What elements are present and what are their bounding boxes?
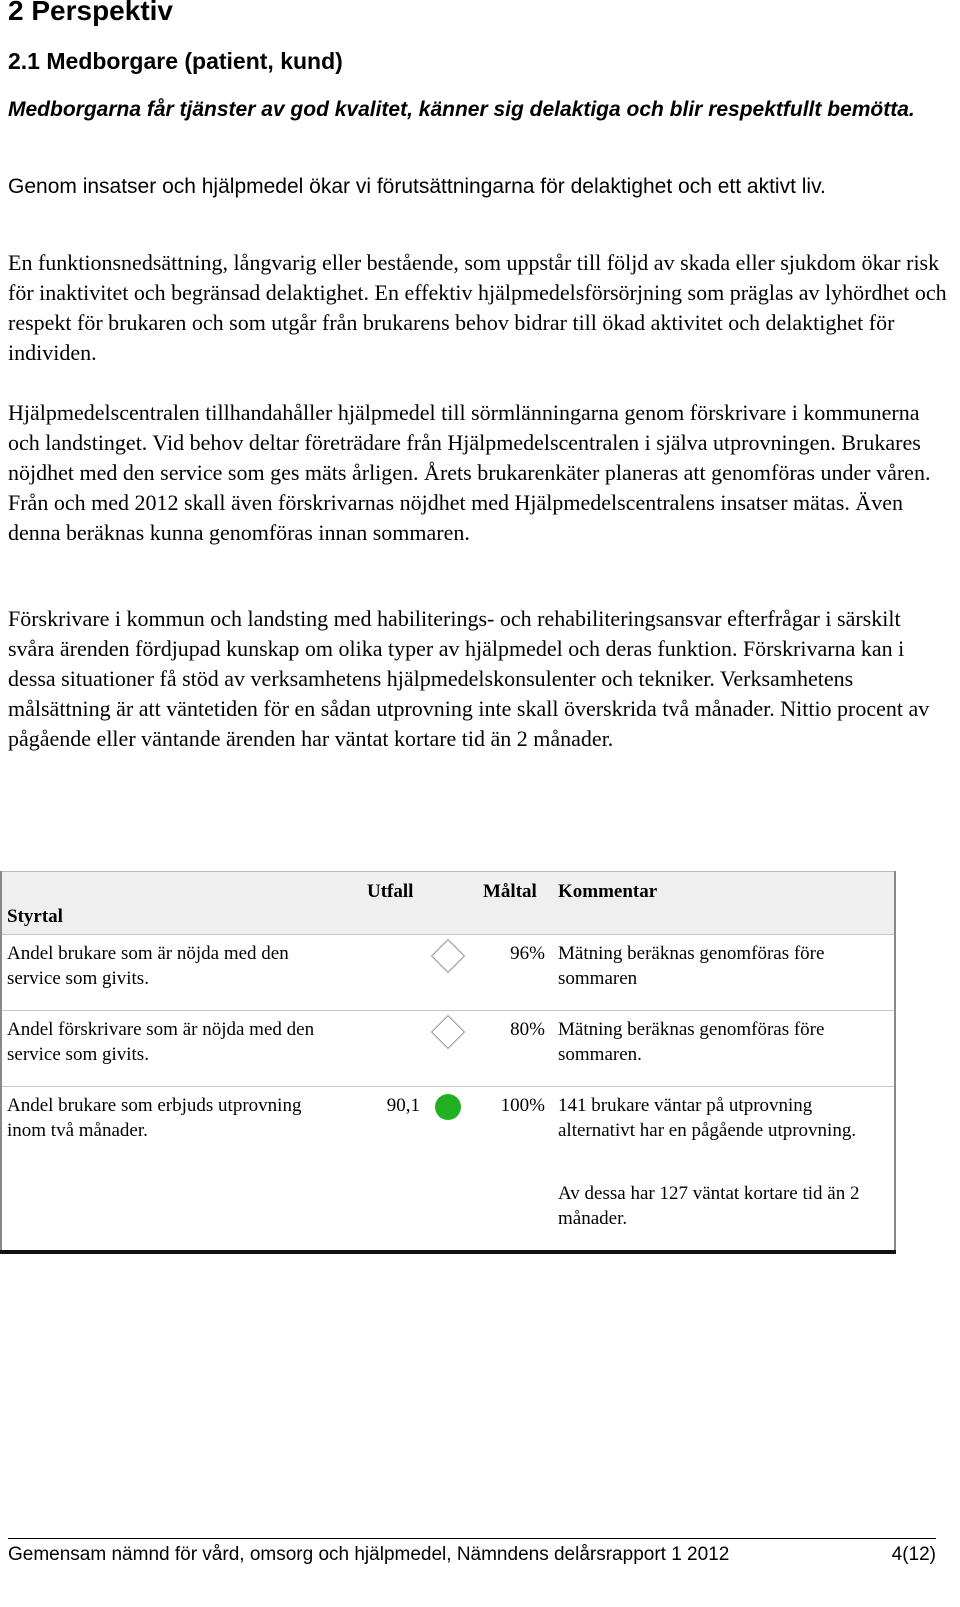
footer-divider [8,1538,936,1539]
maltal-cell: 80% [510,1019,545,1040]
header-styrtal: Styrtal [7,906,63,927]
footer-title: Gemensam nämnd för vård, omsorg och hjälpmedel, Nämndens delårsrapport 1 2012 [8,1544,730,1565]
row-divider [2,1086,894,1087]
kommentar-cell: Mätning beräknas genomföras före sommaren [558,943,825,989]
paragraph-3: Förskrivare i kommun och landsting med habiliterings- och rehabiliteringsansvar efterfrågar i särskilt svåra ärenden fördjupad kunskap om olika typer av hjälpmedel och deras funktion. Förskrivarna kan i dessa situationer få stöd av verksamhetens hjälpmedelskonsulenter och tekniker. Verksamhetens målsättning är att väntetiden för en sådan utprovning inte skall överskrida två månader. Nittio procent av pågående eller väntande ärenden har väntat kortare tid än 2 månader. [8,606,930,751]
subsection-heading: 2.1 Medborgare (patient, kund) [8,48,343,74]
header-kommentar: Kommentar [558,881,658,902]
header-utfall: Utfall [367,881,414,902]
kommentar-cell: Av dessa har 127 väntat kortare tid än 2 månader. [558,1183,860,1229]
table-border-bottom [0,1250,896,1254]
header-maltal: Måltal [483,881,537,902]
maltal-cell: 100% [500,1095,545,1116]
status-empty-diamond-icon [431,939,465,973]
kommentar-cell: 141 brukare väntar på utprovning alternativt har en pågående utprovning. [558,1095,857,1141]
status-green-circle-icon [435,1094,461,1120]
page-number: 4(12) [891,1544,936,1565]
indicator-table [0,871,896,1254]
styrtal-cell: Andel brukare som erbjuds utprovning inom två månader. [7,1095,302,1141]
table-border-right [894,871,896,1254]
styrtal-cell: Andel förskrivare som är nöjda med den service som givits. [7,1019,315,1065]
utfall-cell: 90,1 [386,1095,420,1116]
goal-statement: Medborgarna får tjänster av god kvalitet, känner sig delaktiga och blir respektfullt bemötta. [8,98,915,121]
intro-text: Genom insatser och hjälpmedel ökar vi förutsättningarna för delaktighet och ett aktivt liv. [8,175,826,198]
maltal-cell: 96% [510,943,545,964]
kommentar-cell: Mätning beräknas genomföras före sommaren. [558,1019,825,1065]
status-empty-diamond-icon [431,1015,465,1049]
row-divider [2,1010,894,1011]
table-border-left [0,871,2,1254]
section-heading: 2 Perspektiv [8,0,173,26]
paragraph-1: En funktionsnedsättning, långvarig eller bestående, som uppstår till följd av skada eller sjukdom ökar risk för inaktivitet och begränsad delaktighet. En effektiv hjälpmedelsförsörjning som präglas av lyhördhet och respekt för brukaren och som utgår från brukarens behov bidrar till ökad aktivitet och delaktighet för individen. [8,250,947,365]
styrtal-cell: Andel brukare som är nöjda med den service som givits. [7,943,289,989]
table-border-top [0,871,896,872]
row-divider [2,934,894,935]
table-header-background [2,872,894,934]
paragraph-2: Hjälpmedelscentralen tillhandahåller hjälpmedel till sörmlänningarna genom förskrivare i kommunerna och landstinget. Vid behov deltar företrädare från Hjälpmedelscentralen i själva utprovningen. Brukares nöjdhet med den service som ges mäts årligen. Årets brukarenkäter planeras att genomföras under våren. Från och med 2012 skall även förskrivarnas nöjdhet med Hjälpmedelscentralens insatser mätas. Även denna beräknas kunna genomföras innan sommaren. [8,400,931,545]
